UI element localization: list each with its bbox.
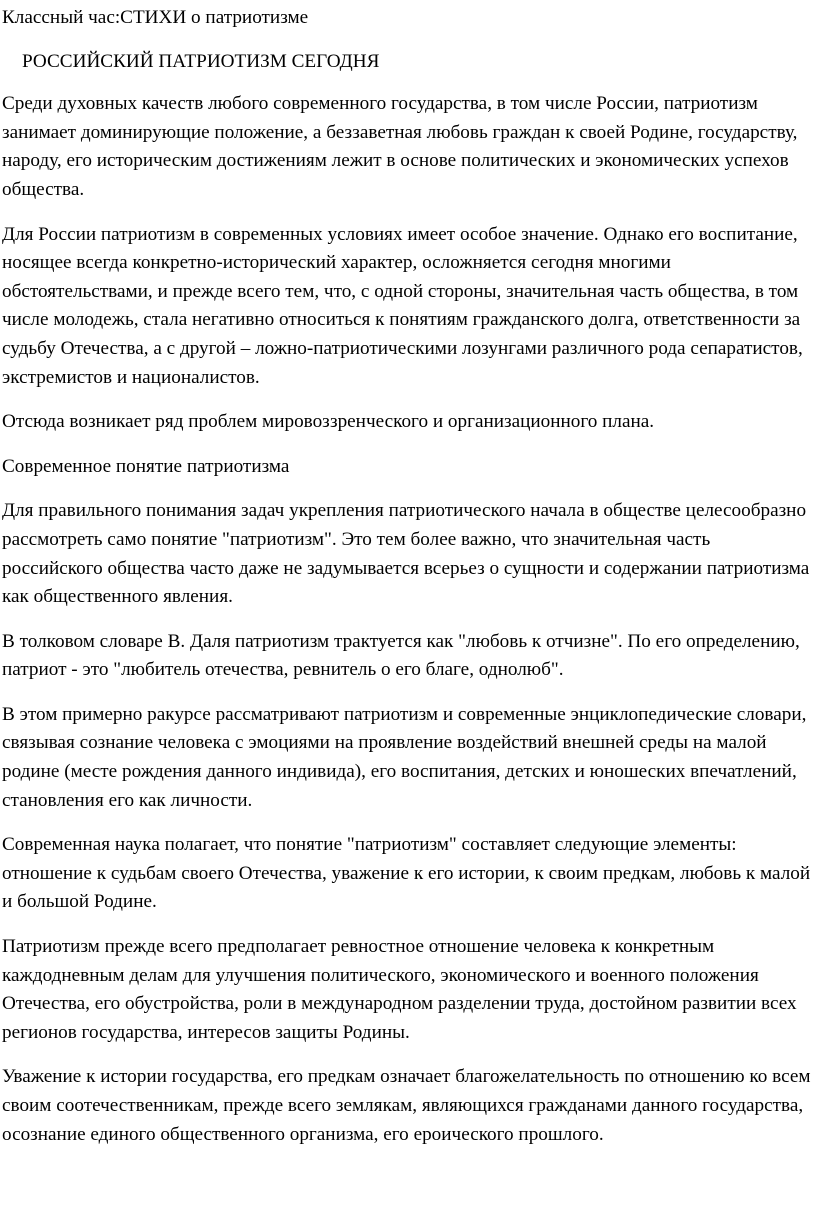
paragraph: Патриотизм прежде всего предполагает ревностное отношение человека к конкретным каждодневным делам для улучшения политического, экономического и военного положения Отечества, его обустройства, роли в международном разделении труда, достойном развитии всех регионов государства, интересов защиты Родины. [2, 936, 797, 1043]
paragraph: Отсюда возникает ряд проблем мировоззренческого и организационного плана. [2, 411, 655, 433]
paragraph: Для России патриотизм в современных условиях имеет особое значение. Однако его воспитание, носящее всегда конкретно-исторический характер, осложняется сегодня многими обстоятельствами, и прежде всего тем, что, с одной стороны, значительная часть общества, в том числе молодежь, стала негативно относиться к понятиям гражданского долга, ответственности за судьбу Отечества, а с другой – ложно-патриотическими лозунгами различного рода сепаратистов, экстремистов и националистов. [2, 223, 803, 388]
paragraph: Среди духовных качеств любого современного государства, в том числе России, патриотизм занимает доминирующие положение, а беззаветная любовь граждан к своей Родине, государству, народу, его историческим достижениям лежит в основе политических и экономических успехов общества. [2, 93, 798, 200]
paragraph: Для правильного понимания задач укрепления патриотического начала в обществе целесообразно рассмотреть само понятие "патриотизм". Это тем более важно, что значительная часть российского общества часто даже не задумывается всерьез о сущности и содержании патриотизма как общественного явления. [2, 500, 810, 608]
section-heading: Современное понятие патриотизма [2, 455, 290, 477]
paragraph: В толковом словаре В. Даля патриотизм трактуется как "любовь к отчизне". По его определению, патриот - это "любитель отечества, ревнитель о его благе, однолюб". [2, 630, 800, 681]
document-title: Классный час:СТИХИ о патриотизме [2, 7, 309, 28]
document-subtitle: РОССИЙСКИЙ ПАТРИОТИЗМ СЕГОДНЯ [22, 50, 380, 72]
paragraph: В этом примерно ракурсе рассматривают патриотизм и современные энциклопедические словари, связывая сознание человека с эмоциями на проявление воздействий внешней среды на малой родине (месте рождения данного индивида), его воспитания, детских и юношеских впечатлений, становления его как личности. [2, 703, 807, 811]
paragraph: Современная наука полагает, что понятие "патриотизм" составляет следующие элементы: отношение к судьбам своего Отечества, уважение к его истории, к своим предкам, любовь к малой и большой Родине. [2, 834, 811, 913]
paragraph: Уважение к истории государства, его предкам означает благожелательность по отношению ко всем своим соотечественникам, прежде всего землякам, являющихся гражданами данного государства, осознание единого общественного организма, его ероического прошлого. [2, 1066, 811, 1145]
